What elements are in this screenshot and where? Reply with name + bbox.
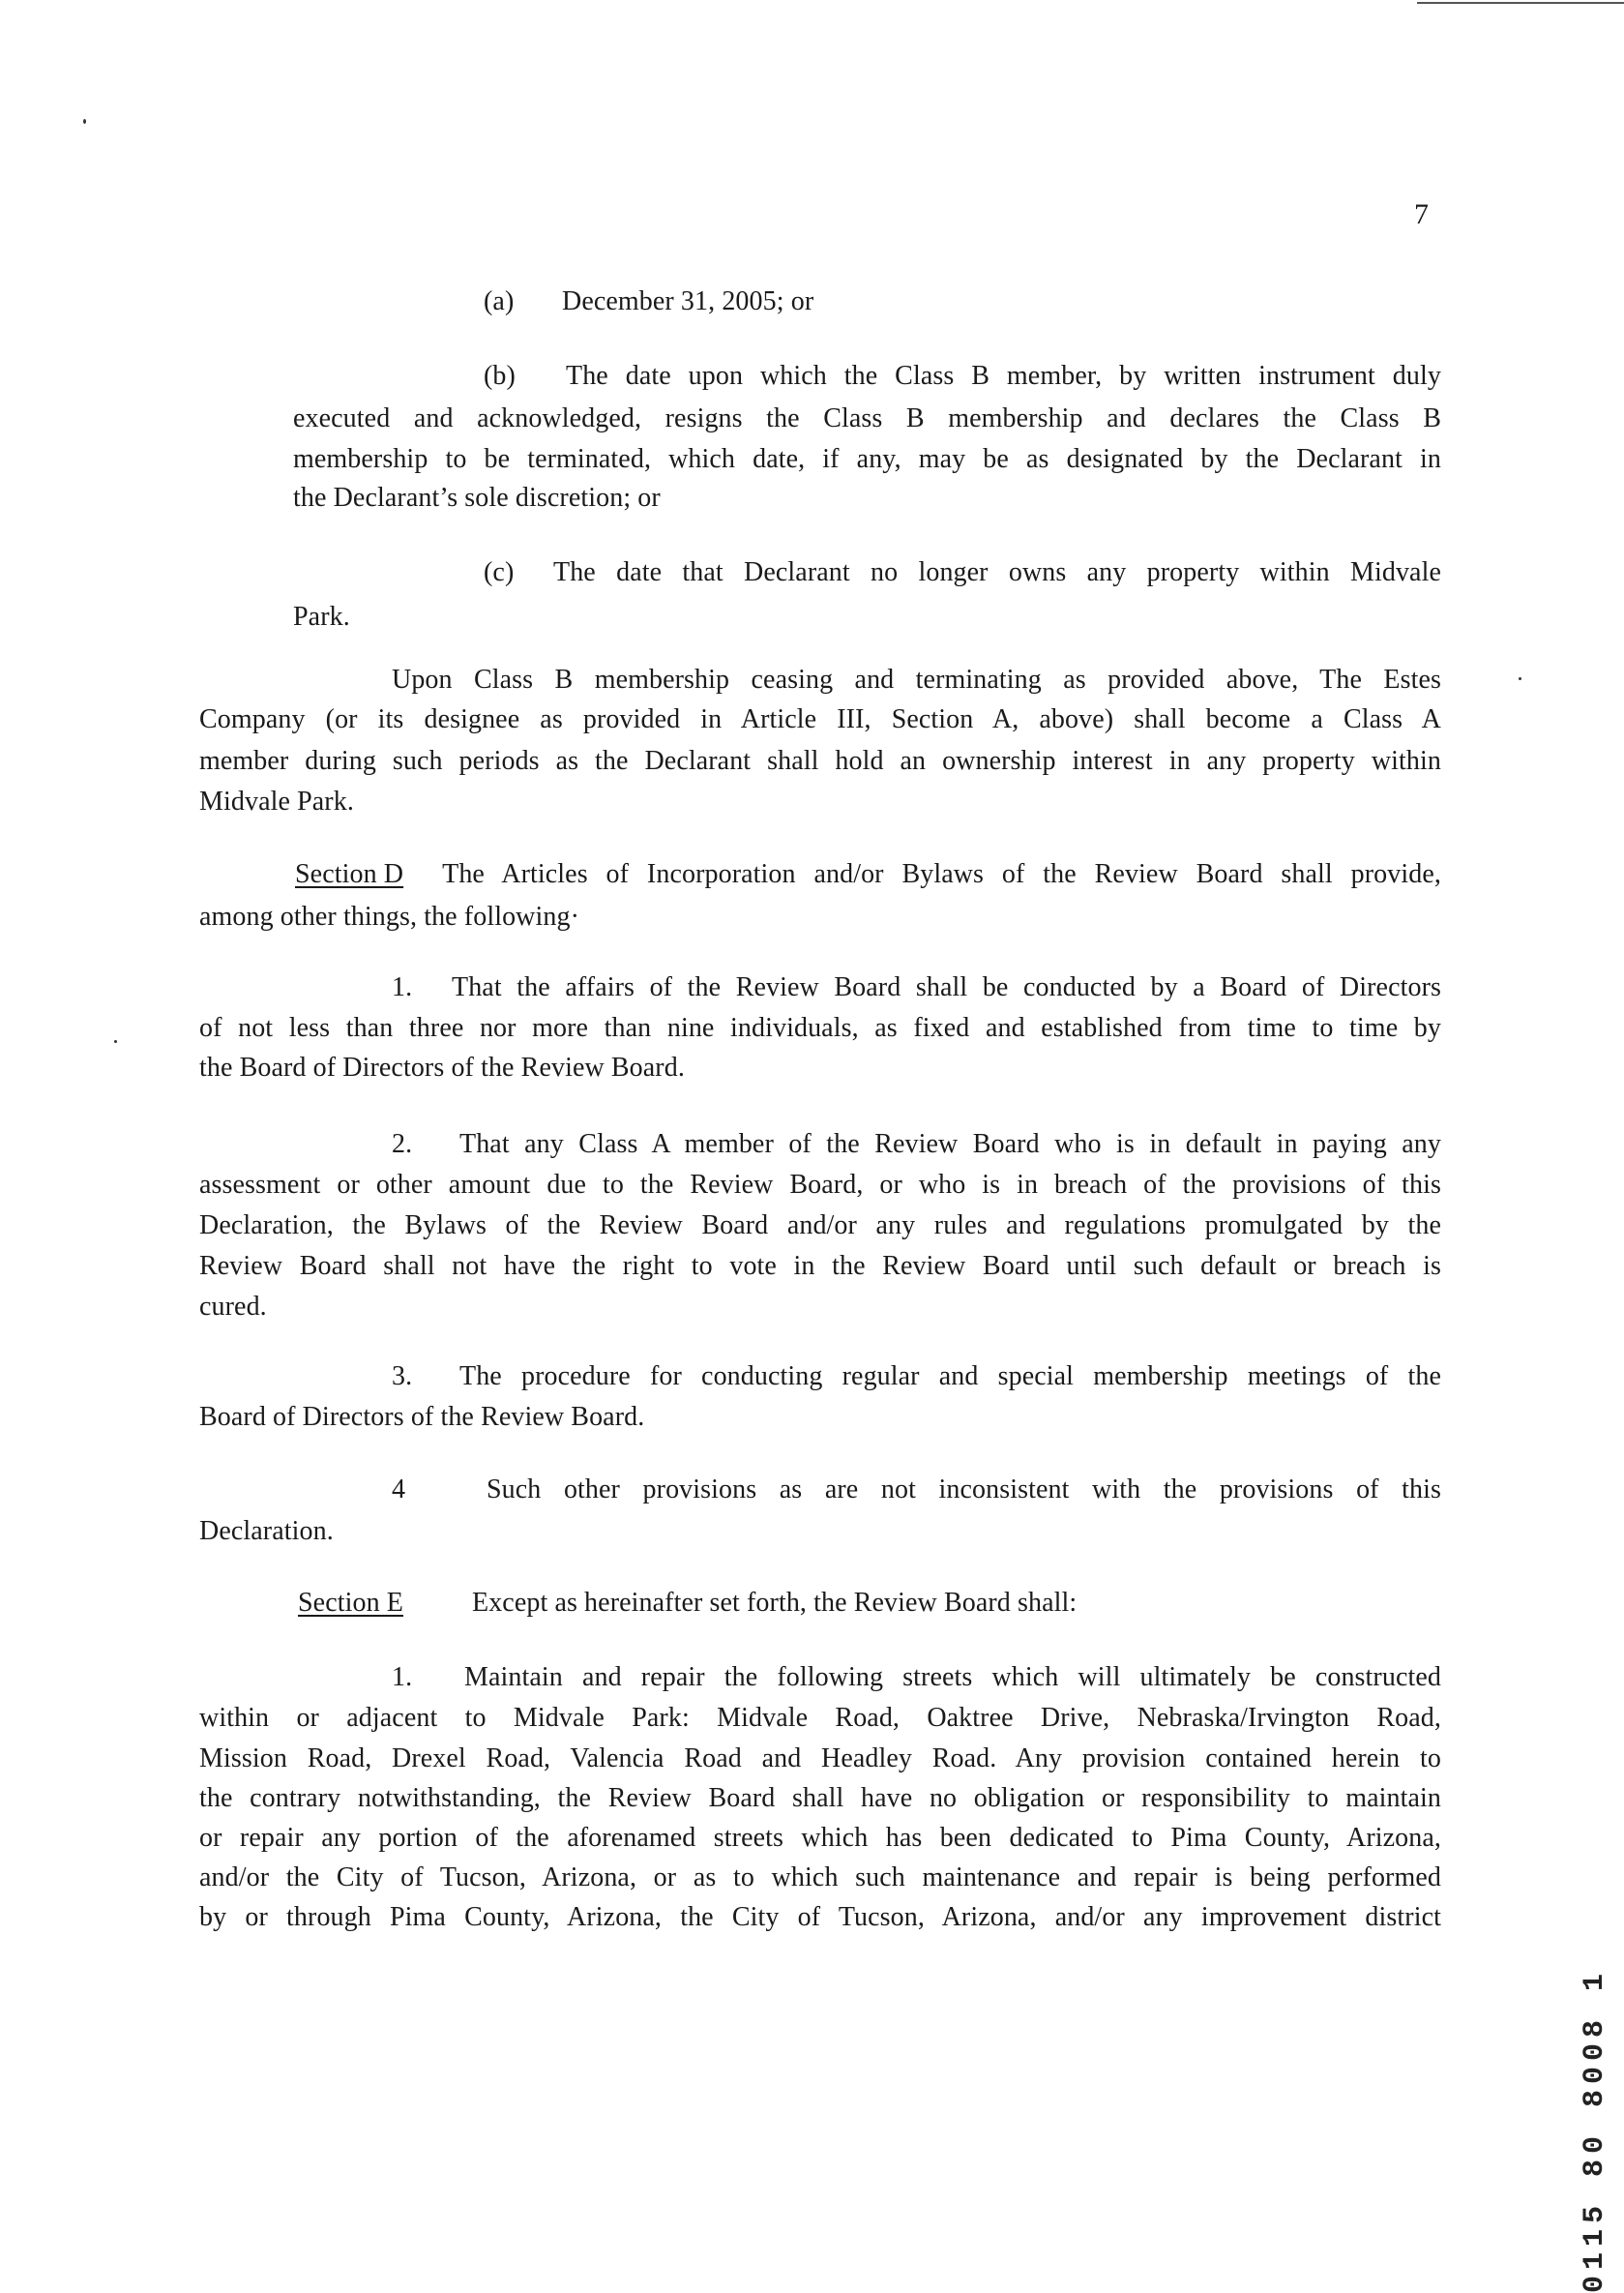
item-number: 1.	[392, 1662, 413, 1692]
upon-paragraph-line-1: Upon Class B membership ceasing and terminating as provided above, The Estes	[392, 665, 1441, 695]
section-e-item-1-line-6: and/or the City of Tucson, Arizona, or as to which such maintenance and repair is being performed	[199, 1862, 1441, 1892]
section-d-heading: Section D	[295, 859, 404, 889]
subparagraph-c-line-2: Park.	[293, 602, 350, 632]
section-e-item-1-line-4: the contrary notwithstanding, the Review Board shall have no obligation or responsibility to maintain	[199, 1783, 1441, 1813]
item-text: Maintain and repair the following streets which will ultimately be constructed	[464, 1662, 1441, 1692]
section-e-item-1-line-5: or repair any portion of the aforenamed streets which has been dedicated to Pima County, Arizona,	[199, 1823, 1441, 1853]
subparagraph-text: The date that Declarant no longer owns any property within Midvale	[553, 557, 1441, 587]
subparagraph-b-line-2: executed and acknowledged, resigns the Class B membership and declares the Class B	[293, 403, 1441, 433]
section-e-text: Except as hereinafter set forth, the Review Board shall:	[472, 1588, 1078, 1618]
subparagraph-label: (b)	[484, 361, 516, 391]
section-e-heading: Section E	[298, 1588, 403, 1618]
subparagraph-label: (a)	[484, 286, 515, 316]
section-d-item-3-line-2: Board of Directors of the Review Board.	[199, 1402, 645, 1432]
section-d-item-2-line-3: Declaration, the Bylaws of the Review Board and/or any rules and regulations promulgated by the	[199, 1210, 1441, 1240]
upon-paragraph-line-2: Company (or its designee as provided in Article III, Section A, above) shall become a Class A	[199, 704, 1441, 734]
recording-stamp-text: 0115 80 8008 1	[1579, 1967, 1611, 2293]
item-text: That any Class A member of the Review Board who is in default in paying any	[459, 1129, 1441, 1159]
page-number: 7	[1414, 198, 1429, 230]
scan-speck	[114, 1040, 117, 1043]
item-text: That the affairs of the Review Board shall be conducted by a Board of Directors	[452, 972, 1441, 1002]
item-number: 1.	[392, 972, 413, 1002]
item-number: 3.	[392, 1361, 413, 1391]
section-d-line-1	[295, 861, 1441, 888]
subparagraph-b-line-4: the Declarant’s sole discretion; or	[293, 483, 661, 513]
section-d-line-2: among other things, the following·	[199, 902, 580, 932]
subparagraph-label: (c)	[484, 557, 515, 587]
section-e-item-1-line-1	[392, 1664, 1441, 1691]
section-d-item-2-line-4: Review Board shall not have the right to vote in the Review Board until such default or breach is	[199, 1251, 1441, 1281]
subparagraph-b-line-1	[484, 363, 1441, 390]
item-number: 2.	[392, 1129, 413, 1159]
section-d-item-2-line-1	[392, 1131, 1441, 1158]
section-e-item-1-line-3: Mission Road, Drexel Road, Valencia Road and Headley Road. Any provision contained herein to	[199, 1743, 1441, 1773]
section-e-line-1	[298, 1590, 1077, 1617]
item-number: 4	[392, 1474, 406, 1504]
upon-paragraph-line-4: Midvale Park.	[199, 787, 354, 817]
scan-edge-rule	[1417, 2, 1624, 4]
section-d-item-1-line-1	[392, 974, 1441, 1001]
subparagraph-b-line-3: membership to be terminated, which date, if any, may be as designated by the Declarant in	[293, 444, 1441, 474]
item-text: Such other provisions as are not inconsistent with the provisions of this	[487, 1474, 1441, 1504]
scan-speck	[83, 119, 86, 124]
section-e-item-1-line-7: by or through Pima County, Arizona, the City of Tucson, Arizona, and/or any improvement district	[199, 1902, 1441, 1932]
recording-stamp	[1546, 1529, 1611, 2293]
section-d-text: The Articles of Incorporation and/or Bylaws of the Review Board shall provide,	[442, 859, 1441, 889]
section-d-item-2-line-5: cured.	[199, 1292, 267, 1322]
subparagraph-text: December 31, 2005; or	[562, 286, 814, 316]
section-d-item-1-line-3: the Board of Directors of the Review Board.	[199, 1053, 685, 1083]
upon-paragraph-line-3: member during such periods as the Declarant shall hold an ownership interest in any property within	[199, 746, 1441, 776]
section-d-item-2-line-2: assessment or other amount due to the Review Board, or who is in breach of the provisions of this	[199, 1170, 1441, 1200]
item-text: The procedure for conducting regular and special membership meetings of the	[459, 1361, 1441, 1391]
subparagraph-text: The date upon which the Class B member, by written instrument duly	[566, 361, 1441, 391]
section-d-item-4-line-1	[392, 1476, 1441, 1504]
scan-speck	[1519, 677, 1521, 680]
section-d-item-1-line-2: of not less than three nor more than nine individuals, as fixed and established from time to time by	[199, 1013, 1441, 1043]
subparagraph-c-line-1	[484, 559, 1441, 586]
section-d-item-4-line-2: Declaration.	[199, 1516, 334, 1546]
section-e-item-1-line-2: within or adjacent to Midvale Park: Midvale Road, Oaktree Drive, Nebraska/Irvington Road,	[199, 1703, 1441, 1733]
section-d-item-3-line-1	[392, 1363, 1441, 1390]
subparagraph-a	[484, 288, 813, 315]
